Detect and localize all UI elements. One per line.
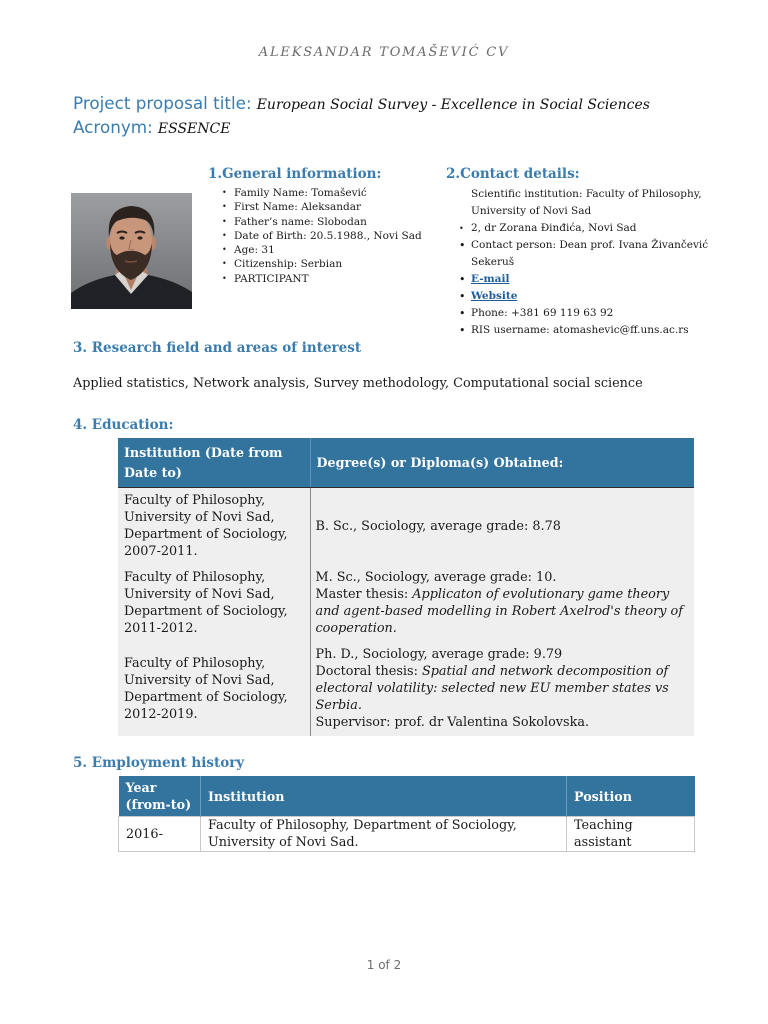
education-table [118,438,694,736]
page-indicator: 1 of 2 [366,958,402,972]
table-row [118,488,694,566]
employment-year-cell: 2016- [119,817,201,852]
acronym-label: Acronym: [73,117,153,137]
contact-details-list [471,186,733,339]
education-institution-cell: Faculty of Philosophy, University of Novi Sad, Department of Sociology, 2011-2012. [118,565,310,642]
employment-institution-cell: Faculty of Philosophy, Department of Sociology, University of Novi Sad. [201,817,567,852]
education-institution-cell: Faculty of Philosophy, University of Novi Sad, Department of Sociology, 2012-2019. [118,642,310,736]
contact-phone: • Phone: +381 69 119 63 92 [471,305,733,322]
general-info-age: • Age: 31 [234,243,439,257]
general-info-role: • PARTICIPANT [234,272,439,286]
education-degree: B. Sc., Sociology, average grade: 8.78 [315,518,561,534]
employment-position-cell: Teaching assistant [567,817,695,852]
profile-photo [71,193,192,309]
education-degree-cell [310,642,694,736]
employment-col-year: Year (from-to) [119,776,201,817]
contact-website-item [471,288,733,305]
email-link[interactable]: E-mail [471,272,510,285]
education-heading: 4. Education: [73,417,174,433]
general-info-citizenship: • Citizenship: Serbian [234,257,439,271]
acronym-line [73,115,230,141]
education-thesis [316,586,689,637]
education-thesis [316,663,689,714]
education-institution-cell: Faculty of Philosophy, University of Novi Sad, Department of Sociology, 2007-2011. [118,488,310,566]
general-info-family-name: • Family Name: Tomašević [234,186,439,200]
general-info-date-of-birth: • Date of Birth: 20.5.1988., Novi Sad [234,229,439,243]
research-text: Applied statistics, Network analysis, Survey methodology, Computational social science [73,376,643,391]
general-info-list [234,186,439,286]
cv-title: ALEKSANDAR TOMAŠEVIĆ CV [258,45,510,60]
education-degree-cell [310,488,694,566]
education-degree-cell [310,565,694,642]
employment-col-institution: Institution [201,776,567,817]
education-supervisor: Supervisor: prof. dr Valentina Sokolovska. [315,715,590,730]
website-link[interactable]: Website [471,289,518,302]
table-row [119,817,695,852]
thesis-title: Applicaton of evolutionary game theory and agent-based modelling in Robert Axelrod's theory of cooperation. [315,587,683,636]
general-info-first-name: • First Name: Aleksandar [234,200,439,214]
project-title-line [73,91,650,117]
project-title-value: European Social Survey - Excellence in Social Sciences [256,97,650,113]
education-col-institution: Institution (Date from Date to) [118,438,310,488]
contact-details-heading: 2.Contact details: [446,166,580,182]
education-header-row [118,438,694,488]
employment-table [118,776,695,852]
contact-person: • Contact person: Dean prof. Ivana Živančević Sekeruš [471,237,733,271]
education-col-degree: Degree(s) or Diploma(s) Obtained: [310,438,694,488]
thesis-label: Doctoral thesis: [315,664,418,679]
thesis-label: Master thesis: [315,587,409,602]
acronym-value: ESSENCE [157,121,231,137]
general-info-fathers-name: • Father’s name: Slobodan [234,215,439,229]
education-degree: Ph. D., Sociology, average grade: 9.79 [315,647,563,662]
table-row [118,565,694,642]
education-degree: M. Sc., Sociology, average grade: 10. [315,570,557,585]
contact-address: • 2, dr Zorana Đinđića, Novi Sad [471,220,733,237]
employment-header-row [119,776,695,817]
general-info-heading: 1.General information: [208,166,382,182]
contact-ris-username: • RIS username: atomashevic@ff.uns.ac.rs [471,322,733,339]
thesis-title: Spatial and network decomposition of electoral volatility: selected new EU member states vs Serbia. [315,664,669,713]
contact-institution: Scientific institution: Faculty of Philosophy, University of Novi Sad [471,187,702,217]
employment-col-position: Position [567,776,695,817]
table-row [118,642,694,736]
employment-heading: 5. Employment history [73,755,245,771]
contact-email-item [471,271,733,288]
project-title-label: Project proposal title: [73,93,252,113]
research-heading: 3. Research field and areas of interest [73,340,362,356]
